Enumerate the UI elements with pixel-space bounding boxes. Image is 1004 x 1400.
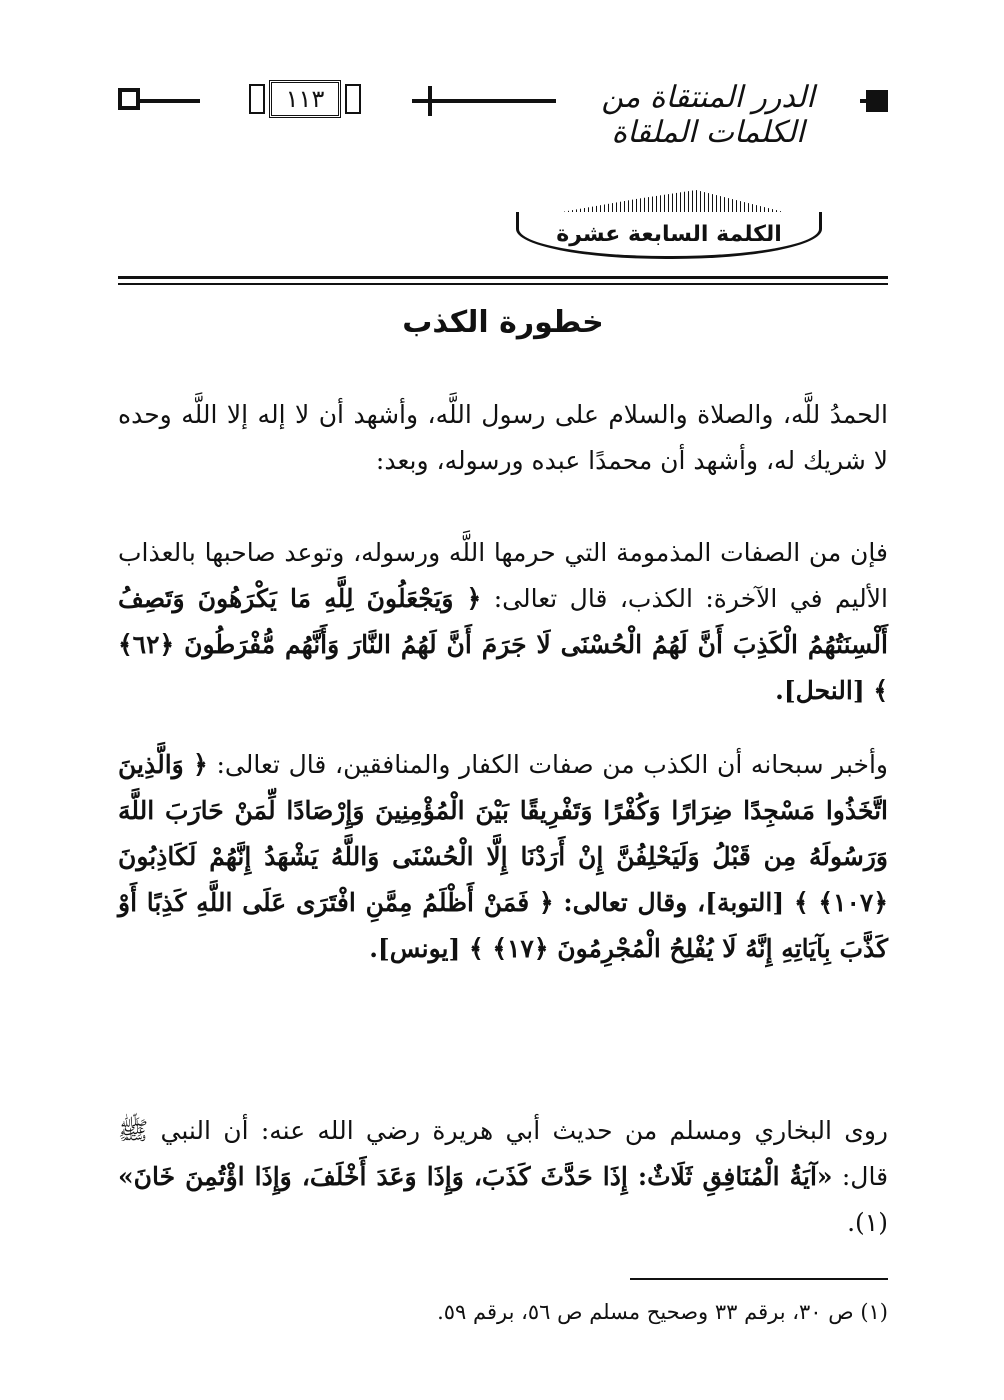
page-title: خطورة الكذب: [402, 305, 604, 340]
quran-verses-tawbah-yunus: ﴿ وَالَّذِينَ اتَّخَذُوا مَسْجِدًا ضِرَارًا وَكُفْرًا وَتَفْرِيقًا بَيْنَ الْمُؤْمِنِينَ وَإِرْصَادًا لِّمَنْ حَارَبَ اللَّهَ وَرَسُولَهُ مِن قَبْلُ وَلَيَحْلِفُنَّ إِنْ أَرَدْنَا إِلَّا الْحُسْنَى وَاللَّهُ يَشْهَدُ إِنَّهُمْ لَكَاذِبُونَ ﴿١٠٧﴾ ﴾ [التوبة]، وقال تعالى: ﴿ فَمَنْ أَظْلَمُ مِمَّنِ افْتَرَى عَلَى اللَّهِ كَذِبًا أَوْ كَذَّبَ بِآيَاتِهِ إِنَّهُ لَا يُفْلِحُ الْمُجْرِمُونَ ﴿١٧﴾ ﴾ [يونس].: [118, 750, 888, 963]
footnote-rule: [630, 1278, 888, 1280]
paragraph-3-text: وأخبر سبحانه أن الكذب من صفات الكفار والمنافقين، قال تعالى:: [216, 750, 888, 779]
ornament-icon: [249, 84, 265, 114]
divider-rule: [118, 276, 888, 279]
hadith-text: «آيَةُ الْمُنَافِقِ ثَلَاثٌ: إِذَا حَدَّثَ كَذَبَ، وَإِذَا وَعَدَ أَخْلَفَ، وَإِذَا اؤْتُمِنَ خَانَ»: [118, 1162, 833, 1191]
header-square-icon: [118, 88, 140, 110]
chapter-cartouche: [516, 190, 816, 266]
page-number: ١١٣: [269, 80, 342, 118]
paragraph-4: [118, 1108, 888, 1246]
chapter-label: الكلمة السابعة عشرة: [516, 212, 822, 259]
paragraph-2-text: فإن من الصفات المذمومة التي حرمها اللَّه ورسوله، وتوعد صاحبها بالعذاب الأليم في الآخرة: الكذب، قال تعالى:: [118, 538, 889, 613]
paragraph-4-intro: روى البخاري ومسلم من حديث أبي هريرة رضي الله عنه: أن النبي ﷺ قال:: [118, 1116, 889, 1191]
header-rule-middle: [412, 99, 556, 103]
divider-rule: [118, 283, 888, 285]
header-filled-square-icon: [866, 90, 888, 112]
paragraph-3: [118, 742, 888, 972]
paragraph-2: [118, 530, 888, 714]
quran-verse-nahl: ﴿ وَيَجْعَلُونَ لِلَّهِ مَا يَكْرَهُونَ وَتَصِفُ أَلْسِنَتُهُمُ الْكَذِبَ أَنَّ لَهُمُ الْحُسْنَى لَا جَرَمَ أَنَّ لَهُمُ النَّارَ وَأَنَّهُم مُّفْرَطُونَ ﴿٦٢﴾ ﴾ [النحل].: [118, 584, 888, 705]
footnote: (١) ص ٣٠، برقم ٣٣ وصحيح مسلم ص ٥٦، برقم ٥٩.: [437, 1300, 888, 1324]
header-tick: [428, 86, 432, 116]
running-title: الدرر المنتقاة من الكلمات الملقاة: [558, 80, 858, 120]
page-header: [118, 78, 888, 150]
footnote-ref: (١).: [847, 1208, 888, 1237]
page-number-frame: [198, 78, 412, 120]
paragraph-intro: الحمدُ للَّه، والصلاة والسلام على رسول اللَّه، وأشهد أن لا إله إلا اللَّه وحده لا شريك له، وأشهد أن محمدًا عبده ورسوله، وبعد:: [118, 400, 889, 475]
header-rule-left: [140, 99, 200, 103]
ornament-icon: [345, 84, 361, 114]
